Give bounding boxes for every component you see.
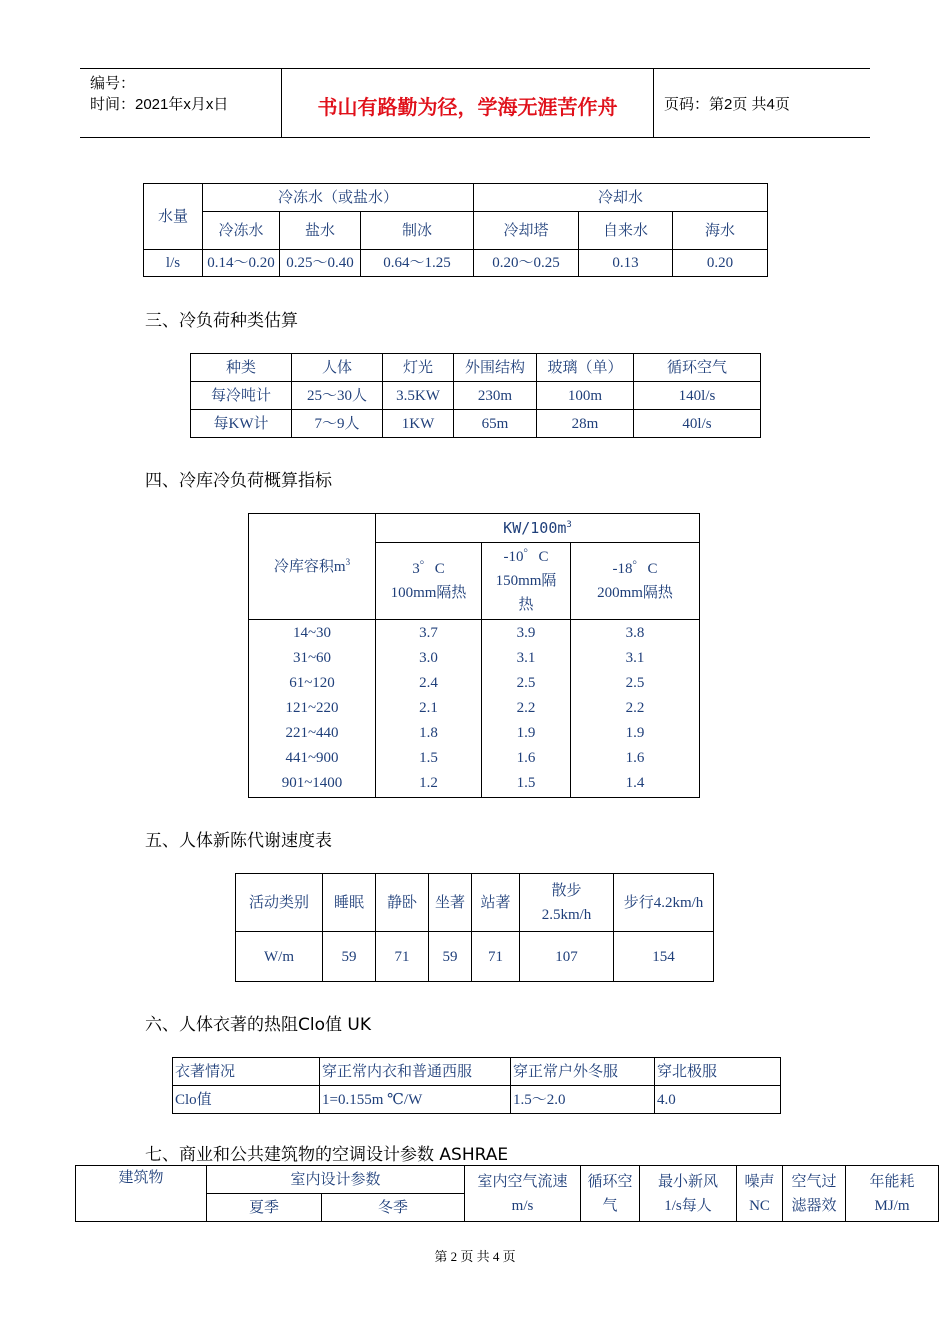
col-header-line: m/s xyxy=(511,1197,534,1214)
table-cell: 2.4 xyxy=(419,675,438,691)
table-cell: 140l/s xyxy=(634,382,761,410)
table-cell: 154 xyxy=(614,932,714,982)
table-cell: 59 xyxy=(429,932,472,982)
col-header-line: 年能耗 xyxy=(869,1173,915,1190)
group-header-sup: 3 xyxy=(566,520,572,530)
value-cell: 0.20 xyxy=(673,250,768,277)
clothing-clo-table xyxy=(172,1057,781,1114)
value-column xyxy=(482,620,571,798)
col-header xyxy=(846,1166,939,1222)
col-header-line: 最小新风 xyxy=(657,1173,718,1190)
col-header: 玻璃（单） xyxy=(537,354,634,382)
col-header: 睡眠 xyxy=(323,874,376,932)
table-cell: 100m xyxy=(537,382,634,410)
group-header: 室内设计参数 xyxy=(207,1166,465,1194)
col-header: 海水 xyxy=(673,212,768,250)
value-cell: 0.64～1.25 xyxy=(361,250,474,277)
value-cell: 0.14～0.20 xyxy=(203,250,280,277)
col-header-line: 1/s每人 xyxy=(664,1197,712,1214)
col-header-line: 3゜C xyxy=(412,561,445,577)
value-cell: 0.25～0.40 xyxy=(280,250,361,277)
col-header: 冬季 xyxy=(322,1194,465,1222)
number-label: 编号： xyxy=(90,75,136,92)
value-column xyxy=(571,620,700,798)
metabolism-table xyxy=(235,873,714,982)
col-header-line: MJ/m xyxy=(874,1197,910,1214)
page-label: 页码：第2页 共4页 xyxy=(664,96,790,113)
value-cell: 0.20～0.25 xyxy=(474,250,579,277)
table-cell: 每KW计 xyxy=(191,410,292,438)
cooling-load-table xyxy=(190,353,761,438)
col-header: 活动类别 xyxy=(236,874,323,932)
table-cell: 61~120 xyxy=(289,675,335,691)
table-cell: 2.5 xyxy=(516,675,536,691)
col-header: 步行4.2km/h xyxy=(614,874,714,932)
col-header: 穿正常内衣和普通西服 xyxy=(320,1058,511,1086)
col-header-line: 噪声 xyxy=(744,1173,775,1190)
table-cell: 28m xyxy=(537,410,634,438)
col-header xyxy=(571,543,700,620)
col-header: 建筑物 xyxy=(76,1166,207,1222)
table-cell: 40l/s xyxy=(634,410,761,438)
table-cell: 2.2 xyxy=(625,700,645,716)
header-divider xyxy=(653,69,654,137)
col-header: 种类 xyxy=(191,354,292,382)
table-cell: 3.7 xyxy=(419,625,438,641)
page-header xyxy=(80,68,870,138)
col-header xyxy=(482,543,571,620)
col-header-line: 100mm隔热 xyxy=(390,585,467,601)
col-header-line: 150mm隔 xyxy=(495,573,557,589)
col-header xyxy=(737,1166,783,1222)
table-cell: 25～30人 xyxy=(292,382,383,410)
col-header: 制冰 xyxy=(361,212,474,250)
section-heading: 三、冷负荷种类估算 xyxy=(145,311,298,331)
col-header: 自来水 xyxy=(579,212,673,250)
table-cell: 1.5 xyxy=(419,750,438,766)
table-cell: 107 xyxy=(520,932,614,982)
col-header-line: 散步 xyxy=(551,882,582,899)
table-cell: 1.5～2.0 xyxy=(511,1086,655,1114)
table-cell: 230m xyxy=(454,382,537,410)
row-head-text: 冷库容积m xyxy=(273,558,346,575)
col-header: 人体 xyxy=(292,354,383,382)
group-header: 冷却水 xyxy=(474,184,768,212)
value-cell: 0.13 xyxy=(579,250,673,277)
col-header xyxy=(376,543,482,620)
col-header xyxy=(640,1166,737,1222)
group-header-text: KW/100m xyxy=(503,519,567,537)
table-cell: 31~60 xyxy=(292,650,332,666)
table-cell: 221~440 xyxy=(285,725,339,741)
col-header-line: 滤器效 xyxy=(791,1197,837,1214)
table-cell: 901~1400 xyxy=(281,775,343,791)
col-header: 衣著情况 xyxy=(173,1058,320,1086)
col-header: 穿正常户外冬服 xyxy=(511,1058,655,1086)
table-cell: 2.5 xyxy=(625,675,645,691)
table-cell: 1.6 xyxy=(516,750,536,766)
table-cell: 1.6 xyxy=(625,750,645,766)
col-header-line: NC xyxy=(749,1197,770,1214)
page-footer: 第 2 页 共 4 页 xyxy=(434,1249,516,1264)
col-header-line: 热 xyxy=(518,597,534,613)
section-heading: 六、人体衣著的热阻Clo值 UK xyxy=(145,1015,371,1035)
group-header xyxy=(376,514,700,543)
table-cell: 71 xyxy=(472,932,520,982)
col-header-line: 200mm隔热 xyxy=(597,585,673,601)
table-cell: 3.1 xyxy=(625,650,645,666)
col-header: 坐著 xyxy=(429,874,472,932)
row-head: 水量 xyxy=(144,184,203,250)
table-cell: 3.0 xyxy=(419,650,438,666)
section-heading: 七、商业和公共建筑物的空调设计参数 ASHRAE xyxy=(145,1145,509,1165)
value-column xyxy=(376,620,482,798)
col-header xyxy=(520,874,614,932)
col-header: 冷却塔 xyxy=(474,212,579,250)
col-header xyxy=(581,1166,640,1222)
row-head xyxy=(249,514,376,620)
table-cell: 441~900 xyxy=(285,750,339,766)
table-cell: 1.8 xyxy=(419,725,438,741)
col-header xyxy=(465,1166,581,1222)
col-header-line: 2.5km/h xyxy=(541,906,592,923)
table-cell: 3.8 xyxy=(625,625,645,641)
col-header xyxy=(783,1166,846,1222)
header-meta xyxy=(90,73,228,115)
col-header-line: -18゜C xyxy=(612,561,658,577)
table-cell: 1=0.155m ℃/W xyxy=(320,1086,511,1114)
table-cell: 59 xyxy=(323,932,376,982)
table-cell: 1.5 xyxy=(516,775,536,791)
water-quantity-table xyxy=(143,183,768,277)
table-cell: 1.4 xyxy=(625,775,645,791)
table-cell: 2.2 xyxy=(516,700,536,716)
table-cell: Clo值 xyxy=(173,1086,320,1114)
unit-cell: l/s xyxy=(144,250,203,277)
cold-storage-table xyxy=(248,513,700,798)
col-header: 穿北极服 xyxy=(655,1058,781,1086)
motto: 书山有路勤为径，学海无涯苦作舟 xyxy=(317,95,618,119)
col-header: 灯光 xyxy=(383,354,454,382)
table-cell: 71 xyxy=(376,932,429,982)
group-header: 冷冻水（或盐水） xyxy=(203,184,474,212)
time-label: 时间：2021年x月x日 xyxy=(90,96,229,113)
table-cell: 1.9 xyxy=(516,725,536,741)
table-cell: 每冷吨计 xyxy=(191,382,292,410)
table-cell: 4.0 xyxy=(655,1086,781,1114)
col-header-line: 循环空 xyxy=(587,1173,633,1190)
table-cell: 3.1 xyxy=(516,650,536,666)
col-header: 站著 xyxy=(472,874,520,932)
table-cell: 65m xyxy=(454,410,537,438)
col-header: 外围结构 xyxy=(454,354,537,382)
table-cell: 121~220 xyxy=(285,700,339,716)
col-header-line: 气 xyxy=(602,1197,618,1214)
col-header: 循环空气 xyxy=(634,354,761,382)
section-heading: 五、人体新陈代谢速度表 xyxy=(145,831,332,851)
col-header: 盐水 xyxy=(280,212,361,250)
table-cell: 2.1 xyxy=(419,700,438,716)
table-cell: 14~30 xyxy=(292,625,332,641)
table-cell: W/m xyxy=(236,932,323,982)
table-cell: 3.5KW xyxy=(383,382,454,410)
col-header-line: 空气过 xyxy=(791,1173,837,1190)
col-header-line: 室内空气流速 xyxy=(477,1173,568,1190)
col-header-line: -10゜C xyxy=(503,549,549,565)
hvac-design-table xyxy=(75,1165,939,1222)
table-cell: 7～9人 xyxy=(292,410,383,438)
table-cell: 1KW xyxy=(383,410,454,438)
section-heading: 四、冷库冷负荷概算指标 xyxy=(145,471,332,491)
range-column xyxy=(249,620,376,798)
table-cell: 3.9 xyxy=(516,625,536,641)
table-cell: 1.9 xyxy=(625,725,645,741)
col-header: 静卧 xyxy=(376,874,429,932)
row-head-sup: 3 xyxy=(345,556,351,567)
col-header: 冷冻水 xyxy=(203,212,280,250)
col-header: 夏季 xyxy=(207,1194,322,1222)
table-cell: 1.2 xyxy=(419,775,438,791)
